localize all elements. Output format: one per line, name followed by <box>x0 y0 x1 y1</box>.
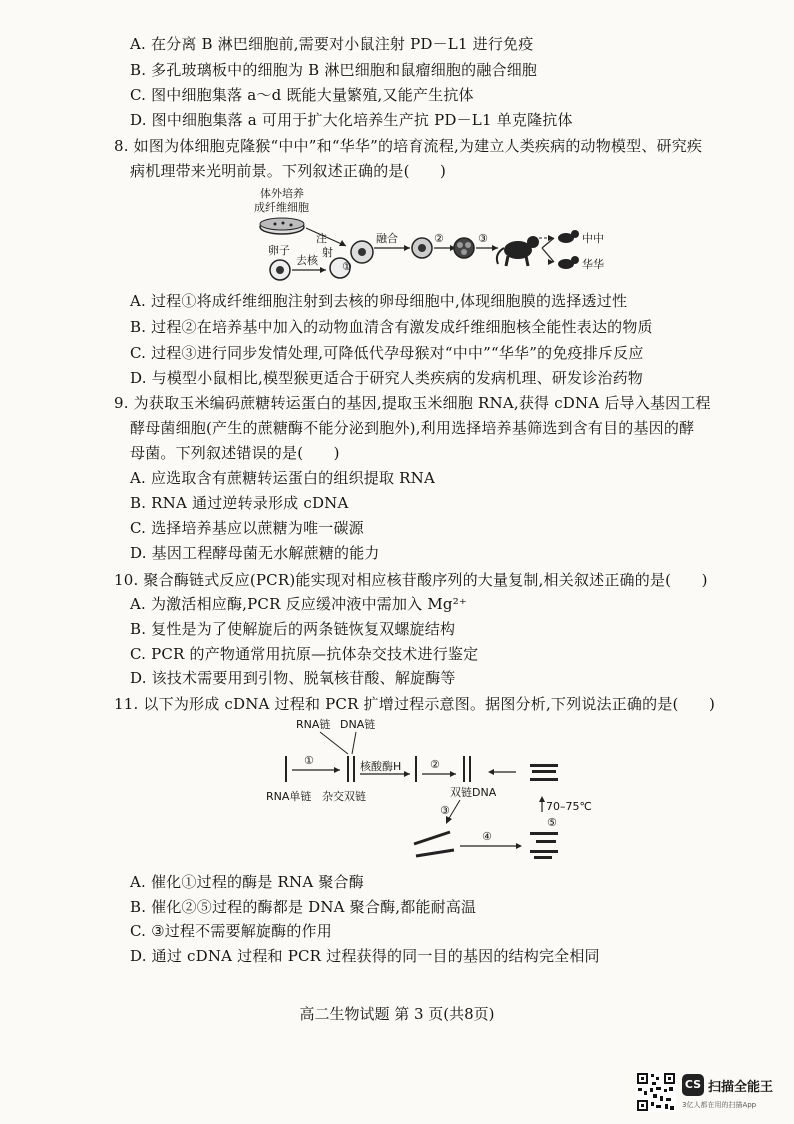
q11-label-dsdna: 双链DNA <box>450 786 497 799</box>
q11-label-hybrid: 杂交双链 <box>322 790 366 803</box>
q9-option-b: B. RNA 通过逆转录形成 cDNA <box>130 494 349 512</box>
q11-label-rna-chain: RNA链 <box>296 718 331 731</box>
q8-option-c: C. 过程③进行同步发情处理,可降低代孕母猴对“中中”“华华”的免疫排斥反应 <box>130 344 644 362</box>
q8-label-fuse: 融合 <box>376 232 398 245</box>
qr-code-icon <box>636 1072 676 1112</box>
q11-option-d: D. 通过 cDNA 过程和 PCR 过程获得的同一目的基因的结构完全相同 <box>130 947 600 965</box>
q8-label-zhongzhong: 中中 <box>582 232 604 245</box>
q7-option-a: A. 在分离 B 淋巴细胞前,需要对小鼠注射 PD－L1 进行免疫 <box>130 35 534 53</box>
q10-option-a: A. 为激活相应酶,PCR 反应缓冲液中需加入 Mg²⁺ <box>130 595 468 613</box>
q10-option-b: B. 复性是为了使解旋后的两条链恢复双螺旋结构 <box>130 620 456 638</box>
q9-stem-line2: 酵母菌细胞(产生的蔗糖酶不能分泌到胞外),利用选择培养基筛选到含有目的基因的酵 <box>130 419 695 437</box>
q11-label-rna-single: RNA单链 <box>266 790 312 803</box>
q10-option-c: C. PCR 的产物通常用抗原—抗体杂交技术进行鉴定 <box>130 645 479 663</box>
q8-stem-line2: 病机理带来光明前景。下列叙述正确的是( ) <box>130 162 447 180</box>
q11-option-a: A. 催化①过程的酶是 RNA 聚合酶 <box>130 873 364 891</box>
q11-label-step5: ⑤ <box>547 816 557 829</box>
q11-label-dna-chain: DNA链 <box>340 718 376 731</box>
q9-option-a: A. 应选取含有蔗糖转运蛋白的组织提取 RNA <box>130 469 435 487</box>
q8-label-inject-2: 射 <box>322 246 333 259</box>
q8-label-step3: ③ <box>478 232 488 245</box>
q8-label-egg: 卵子 <box>268 244 290 257</box>
q11-label-nuclease: 核酸酶H <box>360 760 402 773</box>
q8-label-step1: ① <box>342 260 352 273</box>
q7-option-c: C. 图中细胞集落 a～d 既能大量繁殖,又能产生抗体 <box>130 86 474 104</box>
q11-label-step4: ④ <box>482 830 492 843</box>
q8-option-b: B. 过程②在培养基中加入的动物血清含有激发成纤维细胞核全能性表达的物质 <box>130 318 653 336</box>
q11-label-temp: 70–75℃ <box>546 800 592 813</box>
q11-label-step1: ① <box>304 754 314 767</box>
q11-option-b: B. 催化②⑤过程的酶都是 DNA 聚合酶,都能耐高温 <box>130 898 477 916</box>
q7-option-d: D. 图中细胞集落 a 可用于扩大化培养生产抗 PD－L1 单克隆抗体 <box>130 111 573 129</box>
q8-label-step2: ② <box>434 232 444 245</box>
q10-stem-line1: 10. 聚合酶链式反应(PCR)能实现对相应核苷酸序列的大量复制,相关叙述正确的是( ) <box>114 571 708 589</box>
page-footer: 高二生物试题 第 3 页(共8页) <box>299 1005 495 1023</box>
q11-option-c: C. ③过程不需要解旋酶的作用 <box>130 922 332 940</box>
q8-label-culture-2: 成纤维细胞 <box>254 201 309 214</box>
baby-monkey-zhongzhong-icon <box>558 230 579 243</box>
q8-option-a: A. 过程①将成纤维细胞注射到去核的卵母细胞中,体现细胞膜的选择透过性 <box>130 292 628 310</box>
q8-label-inject-1: 注 <box>316 232 327 245</box>
q8-label-enucleate: 去核 <box>296 254 318 267</box>
camscanner-logo-icon: CS <box>682 1074 704 1096</box>
q8-option-d: D. 与模型小鼠相比,模型猴更适合于研究人类疾病的发病机理、研发诊治药物 <box>130 369 643 387</box>
q8-label-huahua: 华华 <box>582 258 604 271</box>
scanner-subtitle: 3亿人都在用的扫描App <box>682 1101 757 1109</box>
q8-label-culture-1: 体外培养 <box>260 187 304 200</box>
q11-label-step2: ② <box>430 758 440 771</box>
q7-option-b: B. 多孔玻璃板中的细胞为 B 淋巴细胞和鼠瘤细胞的融合细胞 <box>130 61 538 79</box>
q8-stem-line1: 8. 如图为体细胞克隆猴“中中”和“华华”的培育流程,为建立人类疾病的动物模型、研究疾 <box>114 137 703 155</box>
scanner-name: 扫描全能王 <box>708 1080 774 1095</box>
baby-monkey-huahua-icon <box>558 256 579 269</box>
q9-option-c: C. 选择培养基应以蔗糖为唯一碳源 <box>130 519 364 537</box>
scanner-watermark <box>636 1072 786 1116</box>
q10-option-d: D. 该技术需要用到引物、脱氧核苷酸、解旋酶等 <box>130 669 456 687</box>
q8-cloning-figure <box>250 184 630 284</box>
q9-option-d: D. 基因工程酵母菌无水解蔗糖的能力 <box>130 544 380 562</box>
q11-stem-line1: 11. 以下为形成 cDNA 过程和 PCR 扩增过程示意图。据图分析,下列说法正确的是( ) <box>114 695 716 713</box>
q11-label-step3: ③ <box>440 804 450 817</box>
q9-stem-line1: 9. 为获取玉米编码蔗糖转运蛋白的基因,提取玉米细胞 RNA,获得 cDNA 后导入基因工程 <box>114 394 711 412</box>
q11-pcr-figure <box>260 716 592 866</box>
surrogate-monkey-icon <box>497 236 539 266</box>
q9-stem-line3: 母菌。下列叙述错误的是( ) <box>130 444 340 462</box>
